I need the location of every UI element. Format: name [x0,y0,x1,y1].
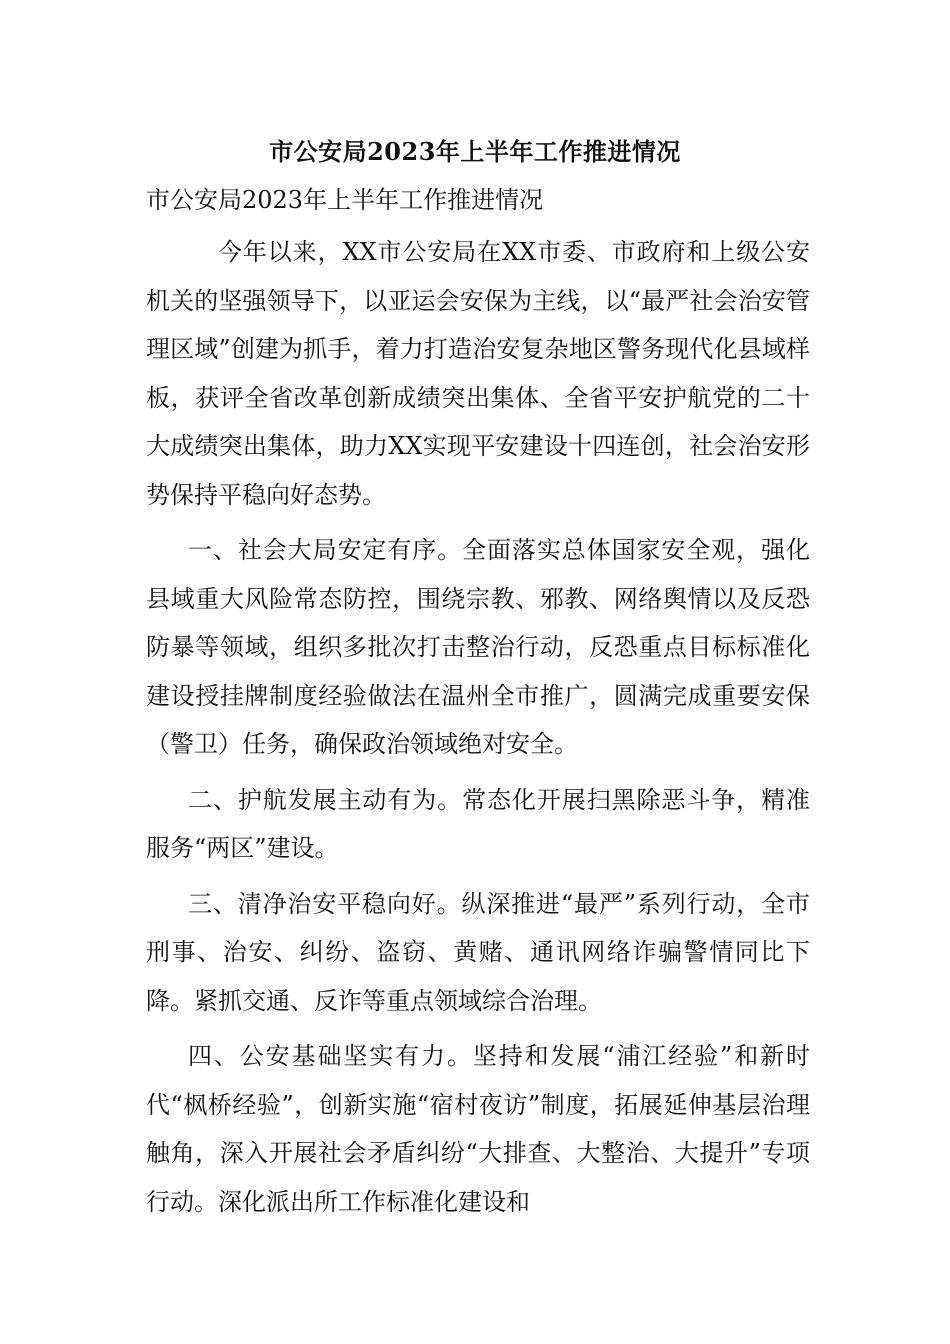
document-body [146,228,810,1226]
paragraph-section-3: 三、清净治安平稳向好。纵深推进“最严”系列行动，全市刑事、治安、纠纷、盗窃、黄赌、通讯网络诈骗警情同比下降。紧抓交通、反诈等重点领域综合治理。 [146,889,810,1015]
paragraph-section-4: 四、公安基础坚实有力。坚持和发展“浦江经验”和新时代“枫桥经验”，创新实施“宿村夜访”制度，拓展延伸基层治理触角，深入开展社会矛盾纠纷“大排查、大整治、大提升”专项行动。深化派出所工作标准化建设和 [146,1042,810,1216]
paragraph-intro: 今年以来，XX市公安局在XX市委、市政府和上级公安机关的坚强领导下，以亚运会安保为主线，以“最严社会治安管理区域”创建为抓手，着力打造治安复杂地区警务现代化县域样板，获评全省改革创新成绩突出集体、全省平安护航党的二十大成绩突出集体，助力XX实现平安建设十四连创，社会治安形势保持平稳向好态势。 [146,238,810,509]
paragraph-section-2: 二、护航发展主动有为。常态化开展扫黑除恶斗争，精准服务“两区”建设。 [146,785,810,862]
paragraph-section-1: 一、社会大局安定有序。全面落实总体国家安全观，强化县域重大风险常态防控，围绕宗教、邪教、网络舆情以及反恐防暴等领域，组织多批次打击整治行动，反恐重点目标标准化建设授挂牌制度经验做法在温州全市推广，圆满完成重要安保（警卫）任务，确保政治领域绝对安全。 [146,536,810,758]
document-title: 市公安局2023年上半年工作推进情况 [269,137,681,166]
document-subtitle: 市公安局2023年上半年工作推进情况 [146,186,544,214]
